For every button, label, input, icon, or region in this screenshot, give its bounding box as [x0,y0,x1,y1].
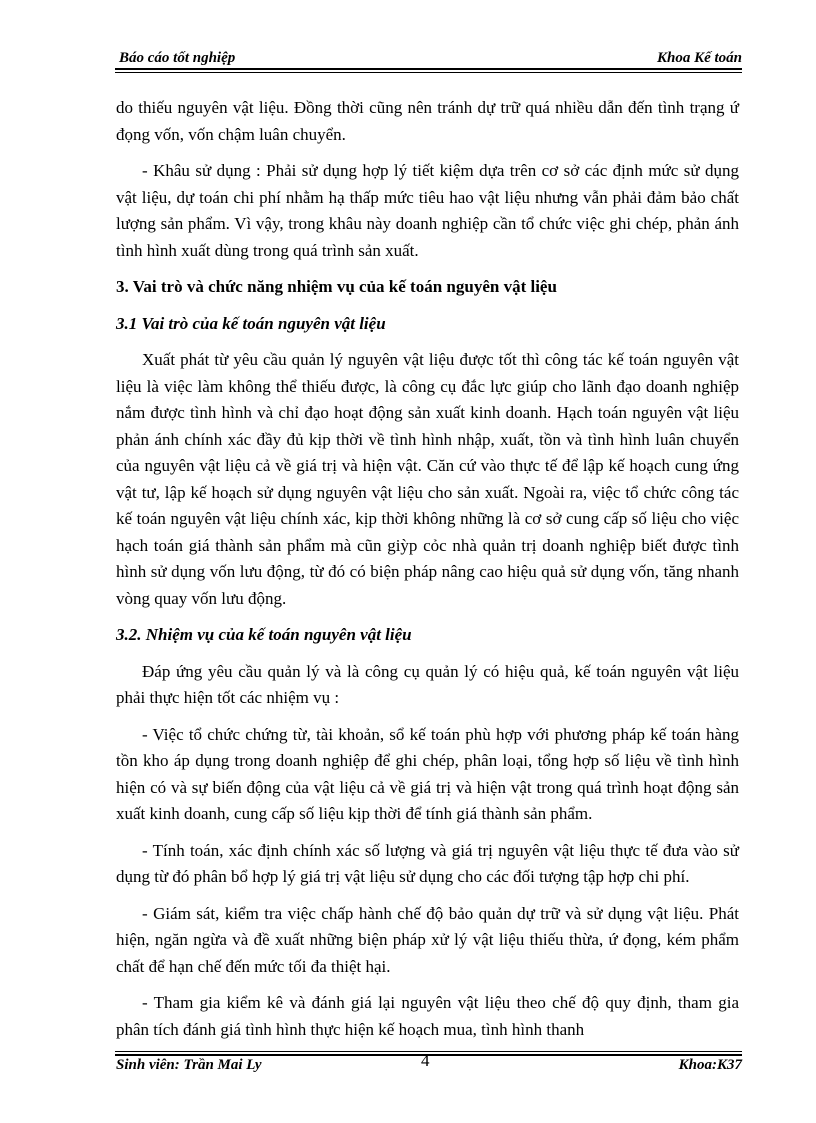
page-footer [116,1051,742,1079]
footer-student: Sinh viên: Trần Mai Ly [116,1057,262,1073]
header-rule [115,68,742,70]
paragraph: Xuất phát từ yêu cầu quản lý nguyên vật liệu được tốt thì công tác kế toán nguyên vật liệu là việc làm không thể thiếu được, là công cụ đắc lực giúp cho lãnh đạo doanh nghiệp nắm được tình hình và chỉ đạo hoạt động sản xuất kinh doanh. Hạch toán nguyên vật liệu phản ánh chính xác đầy đủ kịp thời về tình hình nhập, xuất, tồn và tình hình luân chuyển của nguyên vật liệu cả về giá trị và hiện vật. Căn cứ vào thực tế để lập kế hoạch cung ứng vật tư, lập kế hoạch sử dụng nguyên vật liệu cho sản xuất. Ngoài ra, việc tổ chức công tác kế toán nguyên vật liệu chính xác, kịp thời không những là cơ sở cung cấp số liệu cho việc hạch toán giá thành sản phẩm mà cũn giỳp cỏc nhà quản trị doanh nghiệp biết được tình hình sử dụng vốn lưu động, từ đó có biện pháp nâng cao hiệu quả sử dụng vốn, tăng nhanh vòng quay vốn lưu động. [116,350,739,608]
document-body [116,95,739,1053]
subsection-heading: 3.2. Nhiệm vụ của kế toán nguyên vật liệu [116,625,412,644]
page-header [115,48,742,70]
bullet-paragraph: - Tham gia kiểm kê và đánh giá lại nguyên vật liệu theo chế độ quy định, tham gia phân tích đánh giá tình hình thực hiện kế hoạch mua, tình hình thanh [116,993,739,1039]
header-department: Khoa Kế toán [656,50,742,66]
bullet-paragraph: - Giám sát, kiểm tra việc chấp hành chế độ bảo quản dự trữ và sử dụng vật liệu. Phát hiện, ngăn ngừa và đề xuất những biện pháp xử lý vật liệu thiếu thừa, ứ đọng, kém phẩm chất để hạn chế đến mức tối đa thiệt hại. [116,903,739,976]
bullet-paragraph: - Việc tổ chức chứng từ, tài khoản, sổ kế toán phù hợp với phương pháp kế toán hàng tồn kho áp dụng trong doanh nghiệp để ghi chép, phân loại, tổng hợp số liệu về tình hình hiện có và sự biến động của vật liệu cả về giá trị và hiện vật trong quá trình hoạt động sản xuất kinh doanh, cung cấp số liệu kịp thời để tính giá thành sản phẩm. [116,724,739,823]
bullet-paragraph: - Tính toán, xác định chính xác số lượng và giá trị nguyên vật liệu thực tế đưa vào sử dụng từ đó phân bổ hợp lý giá trị vật liệu sử dụng cho các đối tượng tập hợp chi phí. [116,840,739,886]
paragraph: Đáp ứng yêu cầu quản lý và là công cụ quản lý có hiệu quả, kế toán nguyên vật liệu phải thực hiện tốt các nhiệm vụ : [116,661,739,707]
page-number: 4 [421,1051,430,1070]
paragraph: do thiếu nguyên vật liệu. Đồng thời cũng nên tránh dự trữ quá nhiều dẫn đến tình trạng ứ đọng vốn, vốn chậm luân chuyển. [116,98,739,144]
header-rule-thin [115,72,742,73]
header-title: Báo cáo tốt nghiệp [119,50,236,66]
footer-class: Khoa:K37 [678,1057,742,1073]
bullet-paragraph: - Khâu sử dụng : Phải sử dụng hợp lý tiết kiệm dựa trên cơ sở các định mức sử dụng vật liệu, dự toán chi phí nhằm hạ thấp mức tiêu hao vật liệu nhưng vẫn phải đảm bảo chất lượng sản phẩm. Vì vậy, trong khâu này doanh nghiệp cần tổ chức việc ghi chép, phản ánh tình hình xuất dùng trong quá trình sản xuất. [116,161,739,260]
subsection-heading: 3.1 Vai trò của kế toán nguyên vật liệu [116,313,386,333]
section-heading: 3. Vai trò và chức năng nhiệm vụ của kế toán nguyên vật liệu [116,277,557,296]
